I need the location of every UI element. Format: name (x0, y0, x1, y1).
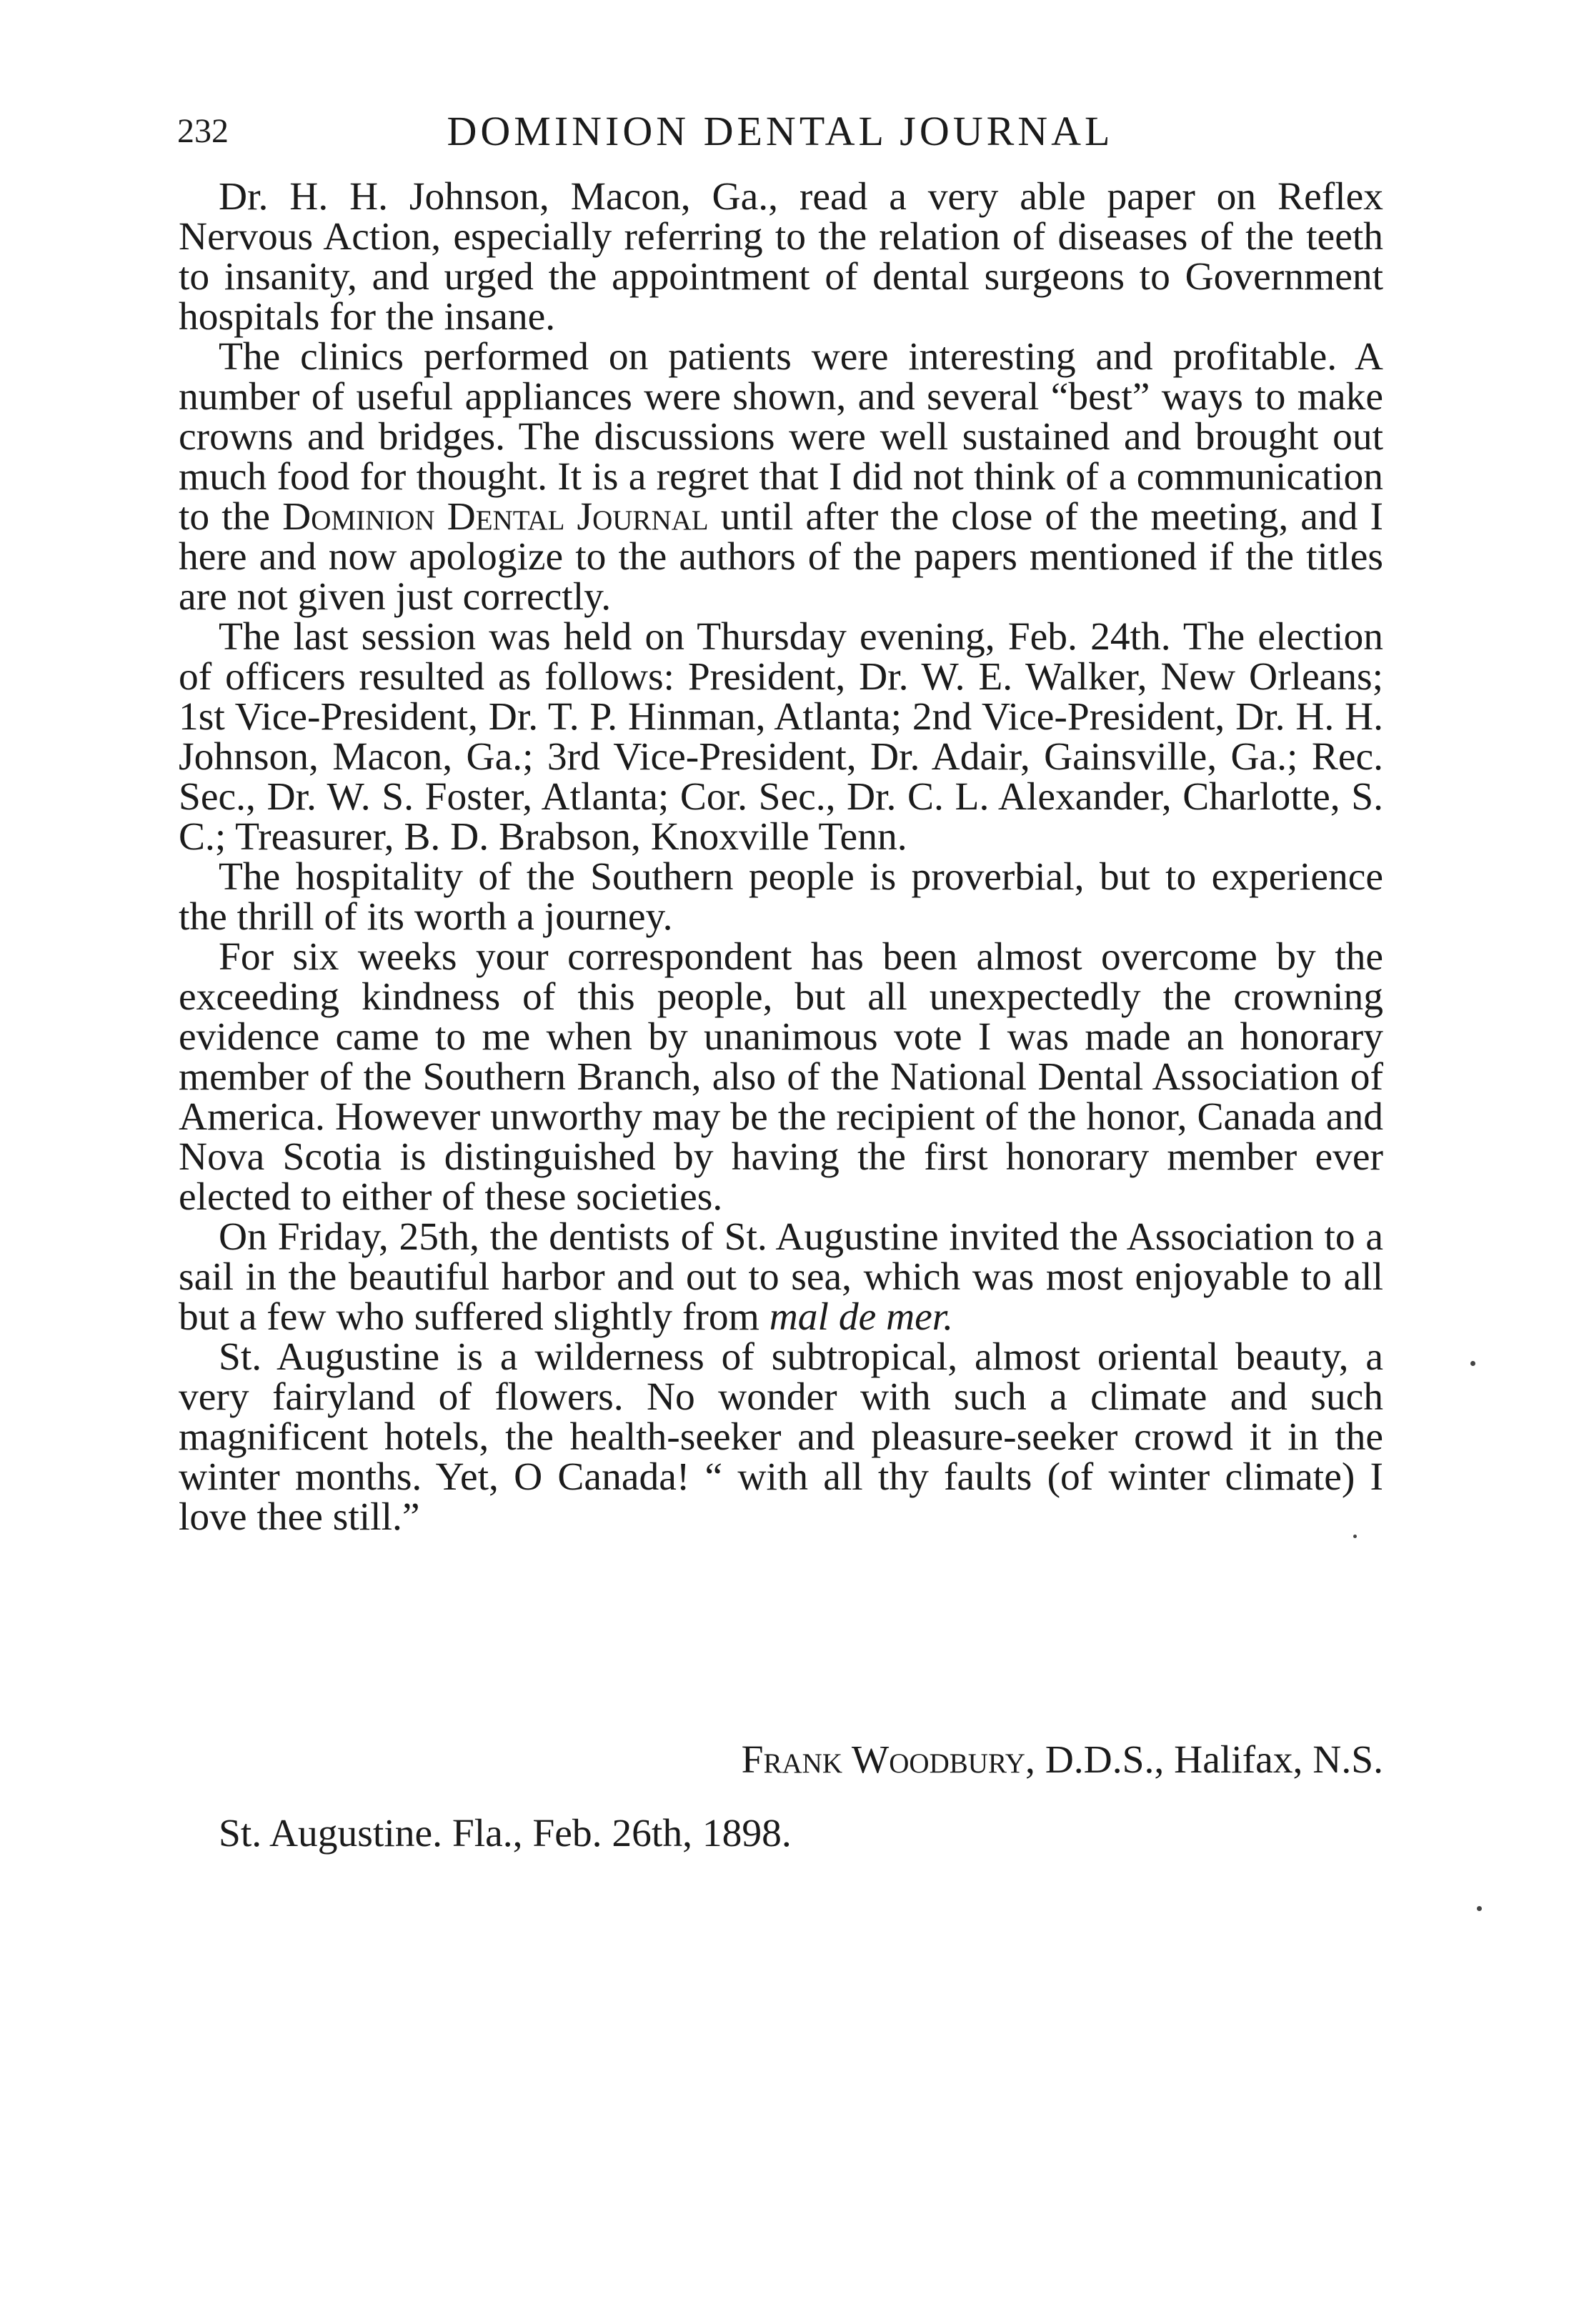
author-credentials: , D.D.S., Halifax, N.S. (1025, 1738, 1383, 1782)
paragraph-election: The last session was held on Thursday evening, Feb. 24th. The election of officers resulted as follows: President, Dr. W. E. Walker, New Orleans; 1st Vice-President, Dr. T. P. Hinman, Atlanta; 2nd Vice-President, Dr. H. H. Johnson, Macon, Ga.; 3rd Vice-President, Dr. Adair, Gainsville, Ga.; Rec. Sec., Dr. W. S. Foster, Atlanta; Cor. Sec., Dr. C. L. Alexander, Charlotte, S. C.; Treasurer, B. D. Brabson, Knoxville Tenn. (179, 615, 1383, 859)
paragraph-honorary-member: For six weeks your correspondent has been almost overcome by the exceeding kindness of this people, but all unexpectedly the crowning evidence came to me when by unanimous vote I was made an honorary member of the Southern Branch, also of the National Dental Association of America. However unworthy may be the recipient of the honor, Canada and Nova Scotia is distinguished by having the first honorary member ever elected to either of these societies. (179, 935, 1383, 1219)
dateline: St. Augustine. Fla., Feb. 26th, 1898. (219, 1812, 792, 1855)
paragraph-sail (179, 1217, 1383, 1337)
author-signature (742, 1737, 1383, 1782)
paragraph-st-augustine: St. Augustine is a wilderness of subtropical, almost oriental beauty, a very fairyland of flowers. No wonder with such a climate and such magnificent hotels, the health-seeker and pleasure-seeker crowd it in the winter months. Yet, O Canada! “ with all thy faults (of winter climate) I love thee still.” (179, 1335, 1383, 1539)
mal-de-mer-italic: mal de mer. (769, 1295, 954, 1339)
author-name: Frank Woodbury (741, 1738, 1025, 1782)
print-speck (1470, 1361, 1475, 1366)
paragraph-johnson-paper: Dr. H. H. Johnson, Macon, Ga., read a very able paper on Reflex Nervous Action, especially referring to the relation of diseases of the teeth to insanity, and urged the appointment of dental surgeons to Government hospitals for the insane. (179, 175, 1383, 339)
journal-name: Dominion Dental Journal (282, 495, 709, 539)
article-body (179, 177, 1383, 1537)
paragraph-clinics-text-end: until after the close of the meeting, and I here and now apologize to the authors of the papers mentioned if the titles are not given just correctly. (179, 495, 1383, 619)
print-speck (1353, 1535, 1357, 1538)
paragraph-clinics (179, 337, 1383, 617)
print-speck (1477, 1906, 1482, 1911)
running-title: DOMINION DENTAL JOURNAL (447, 108, 1114, 154)
page-header (177, 107, 1383, 164)
page-number: 232 (177, 112, 229, 150)
paragraph-hospitality: The hospitality of the Southern people is proverbial, but to experience the thrill of its worth a journey. (179, 855, 1383, 939)
paragraph-clinics-text-start: The clinics performed on patients were interesting and profitable. A number of useful appliances were shown, and several “best” ways to make crowns and bridges. The discussions were well sustained and brought out much food for thought. It is a regret that I did not think of a communication to the (179, 335, 1383, 539)
paragraph-sail-text: On Friday, 25th, the dentists of St. Augustine invited the Association to a sail in the beautiful harbor and out to sea, which was most enjoyable to all but a few who suffered slightly from (179, 1215, 1383, 1339)
